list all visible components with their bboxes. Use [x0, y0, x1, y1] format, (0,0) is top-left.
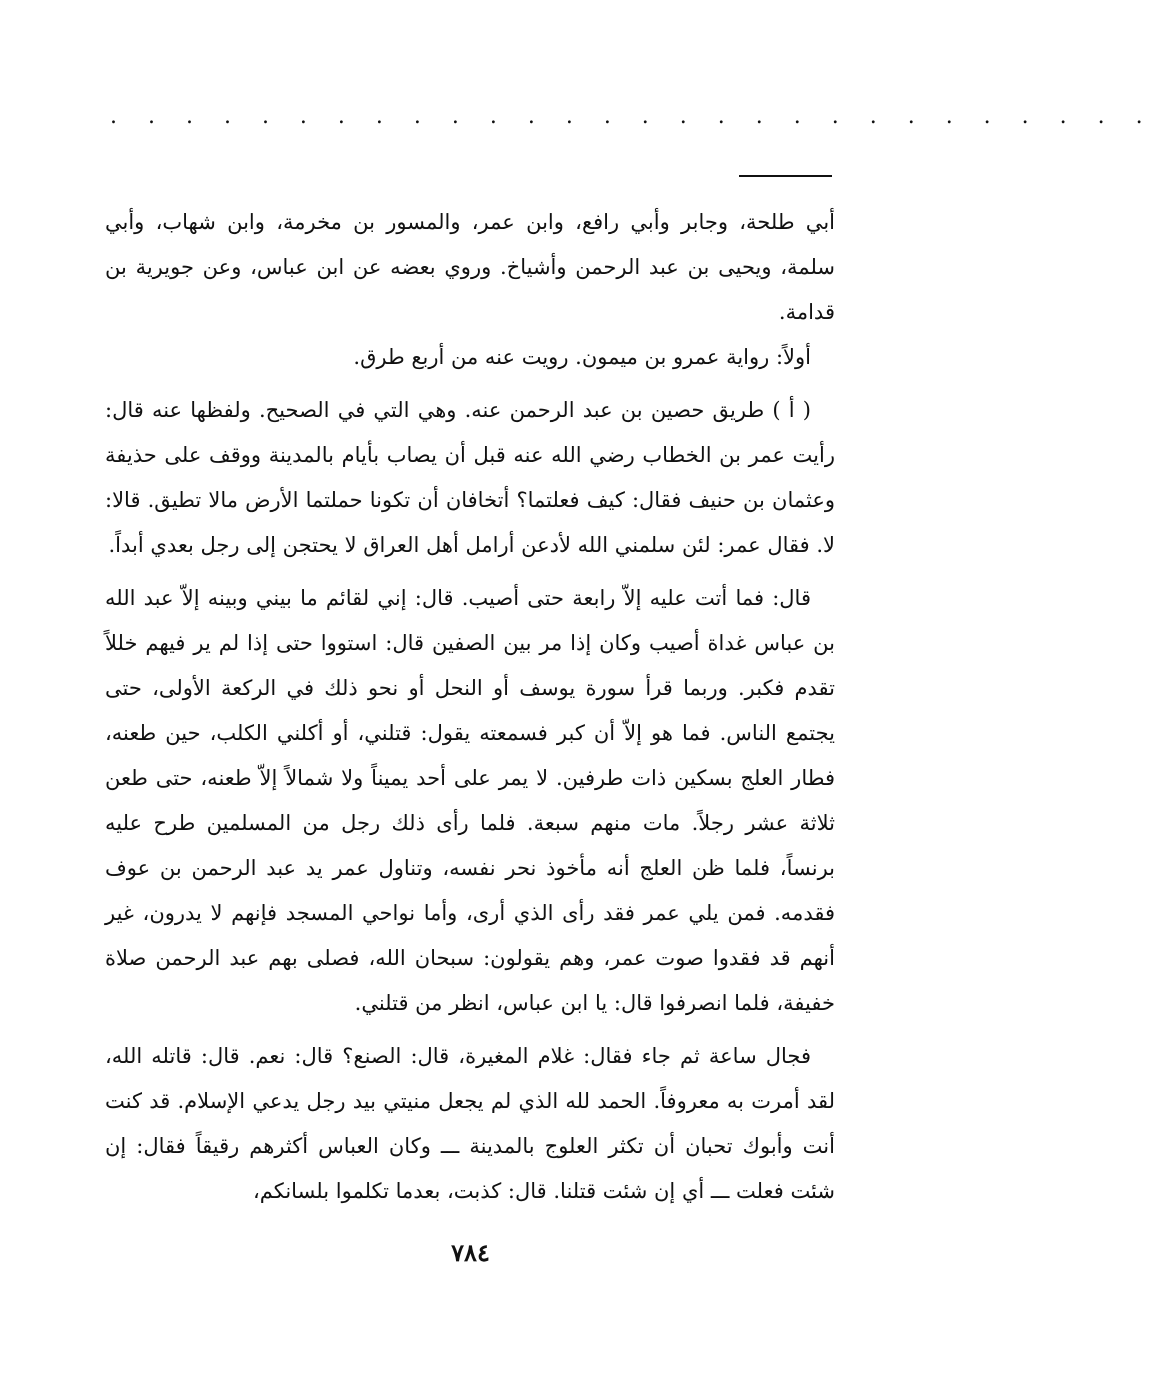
- footnote-rule: [739, 175, 832, 177]
- page-number: ٧٨٤: [451, 1238, 490, 1267]
- paragraph-narrators: أبي طلحة، وجابر وأبي رافع، وابن عمر، والمسور بن مخرمة، وابن شهاب، وأبي سلمة، ويحيى بن عبد الرحمن وأشياخ. وروي بعضه عن ابن عباس، وعن جويرية بن قدامة.: [105, 210, 835, 324]
- paragraph-first-narration: أولاً: رواية عمرو بن ميمون. رويت عنه من أربع طرق.: [353, 345, 811, 369]
- paragraph-stabbing-account: قال: فما أتت عليه إلاّ رابعة حتى أصيب. قال: إني لقائم ما بيني وبينه إلاّ عبد الله بن عباس غداة أصيب وكان إذا مر بين الصفين قال: استووا حتى إذا لم ير فيهم خللاً تقدم فكبر. وربما قرأ سورة يوسف أو النحل أو نحو ذلك في الركعة الأولى، حتى يجتمع الناس. فما هو إلاّ أن كبر فسمعته يقول: قتلني، أو أكلني الكلب، حين طعنه، فطار العلج بسكين ذات طرفين. لا يمر على أحد يميناً ولا شمالاً إلاّ طعنه، حتى طعن ثلاثة عشر رجلاً. مات منهم سبعة. فلما رأى ذلك رجل من المسلمين طرح عليه برنساً، فلما ظن العلج أنه مأخوذ نحر نفسه، وتناول عمر يد عبد الرحمن بن عوف فقدمه. فمن يلي عمر فقد رأى الذي أرى، وأما نواحي المسجد فإنهم لا يدرون، غير أنهم قد فقدوا صوت عمر، وهم يقولون: سبحان الله، فصلى بهم عبد الرحمن صلاة خفيفة، فلما انصرفوا قال: يا ابن عباس، انظر من قتلني.: [105, 586, 835, 1015]
- paragraph-husain-route: ( أ ) طريق حصين بن عبد الرحمن عنه. وهي التي في الصحيح. ولفظها عنه قال: رأيت عمر بن الخطاب رضي الله عنه قبل أن يصاب بأيام بالمدينة ووقف على حذيفة وعثمان بن حنيف فقال: كيف فعلتما؟ أتخافان أن تكونا حملتما الأرض مالا تطيق. قالا: لا. فقال عمر: لئن سلمني الله لأدعن أرامل أهل العراق لا يحتجن إلى رجل بعدي أبداً.: [105, 398, 835, 557]
- body-text: [105, 200, 835, 1214]
- paragraph-killer-identified: فجال ساعة ثم جاء فقال: غلام المغيرة، قال: الصنع؟ قال: نعم. قال: قاتله الله، لقد أمرت به معروفاً. الحمد لله الذي لم يجعل منيتي بيد رجل يدعي الإسلام. قد كنت أنت وأبوك تحبان أن تكثر العلوج بالمدينة ـــ وكان العباس أكثرهم رقيقاً فقال: إن شئت فعلت ـــ أي إن شئت قتلنا. قال: كذبت، بعدما تكلموا بلسانكم،: [105, 1044, 835, 1203]
- dotted-separator: . . . . . . . . . . . . . . . . . . . . . . . . . . . .: [110, 104, 1155, 129]
